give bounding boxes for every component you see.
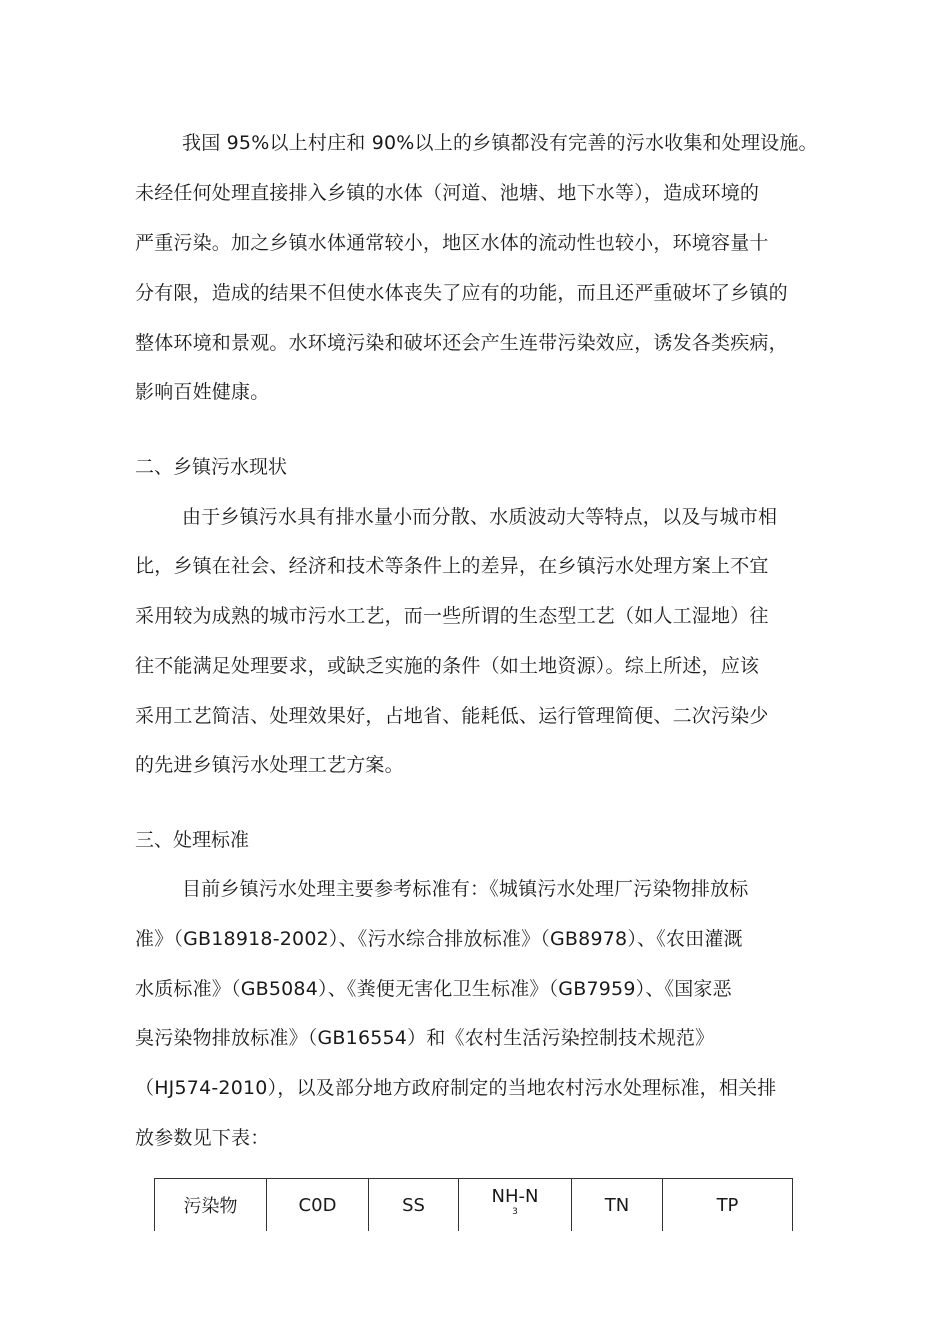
paragraph-2-line-3: 采用较为成熟的城市污水工艺，而一些所谓的生态型工艺（如人工湿地）往 bbox=[135, 605, 769, 627]
table-header-cell: TN bbox=[572, 1179, 663, 1232]
paragraph-1-line-4: 分有限，造成的结果不但使水体丧失了应有的功能，而且还严重破坏了乡镇的 bbox=[135, 282, 788, 304]
paragraph-3-line-5: （HJ574-2010），以及部分地方政府制定的当地农村污水处理标准，相关排 bbox=[135, 1077, 777, 1099]
table-header-cell: TP bbox=[663, 1179, 793, 1232]
paragraph-1-line-5: 整体环境和景观。水环境污染和破坏还会产生连带污染效应，诱发各类疾病， bbox=[135, 332, 788, 354]
nh-n-subscript: 3 bbox=[512, 1206, 518, 1217]
paragraph-2-line-6: 的先进乡镇污水处理工艺方案。 bbox=[135, 754, 404, 776]
paragraph-1-line-6: 影响百姓健康。 bbox=[135, 381, 270, 403]
paragraph-1-line-1: 我国 95%以上村庄和 90%以上的乡镇都没有完善的污水收集和处理设施。 bbox=[182, 132, 818, 154]
paragraph-2-line-1: 由于乡镇污水具有排水量小而分散、水质波动大等特点，以及与城市相 bbox=[182, 506, 778, 528]
section-heading-2: 二、乡镇污水现状 bbox=[135, 456, 288, 478]
paragraph-3-line-6: 放参数见下表： bbox=[135, 1127, 270, 1149]
nh-n-label bbox=[491, 1185, 539, 1217]
paragraph-3-line-2: 准》（GB18918-2002）、《污水综合排放标准》（GB8978）、《农田灌溉 bbox=[135, 928, 743, 950]
table-header-cell: SS bbox=[369, 1179, 459, 1232]
paragraph-3-line-3: 水质标准》（GB5084）、《粪便无害化卫生标准》（GB7959）、《国家恶 bbox=[135, 978, 732, 1000]
discharge-parameters-table bbox=[154, 1178, 793, 1231]
paragraph-2-line-4: 往不能满足处理要求，或缺乏实施的条件（如土地资源）。综上所述，应该 bbox=[135, 655, 760, 677]
table-header-cell: 污染物 bbox=[155, 1179, 267, 1232]
nh-n-text: NH-N bbox=[491, 1185, 539, 1207]
section-heading-3: 三、处理标准 bbox=[135, 829, 250, 851]
paragraph-3-line-4: 臭污染物排放标准》（GB16554）和《农村生活污染控制技术规范》 bbox=[135, 1027, 715, 1049]
table-header-cell bbox=[459, 1179, 572, 1232]
paragraph-1-line-3: 严重污染。加之乡镇水体通常较小，地区水体的流动性也较小，环境容量十 bbox=[135, 232, 769, 254]
table-header-row bbox=[155, 1179, 793, 1232]
paragraph-1-line-2: 未经任何处理直接排入乡镇的水体（河道、池塘、地下水等），造成环境的 bbox=[135, 182, 760, 204]
paragraph-3-line-1: 目前乡镇污水处理主要参考标准有：《城镇污水处理厂污染物排放标 bbox=[182, 878, 749, 900]
paragraph-2-line-2: 比，乡镇在社会、经济和技术等条件上的差异，在乡镇污水处理方案上不宜 bbox=[135, 555, 769, 577]
paragraph-2-line-5: 采用工艺简洁、处理效果好，占地省、能耗低、运行管理简便、二次污染少 bbox=[135, 705, 769, 727]
table-header-cell: C0D bbox=[267, 1179, 369, 1232]
